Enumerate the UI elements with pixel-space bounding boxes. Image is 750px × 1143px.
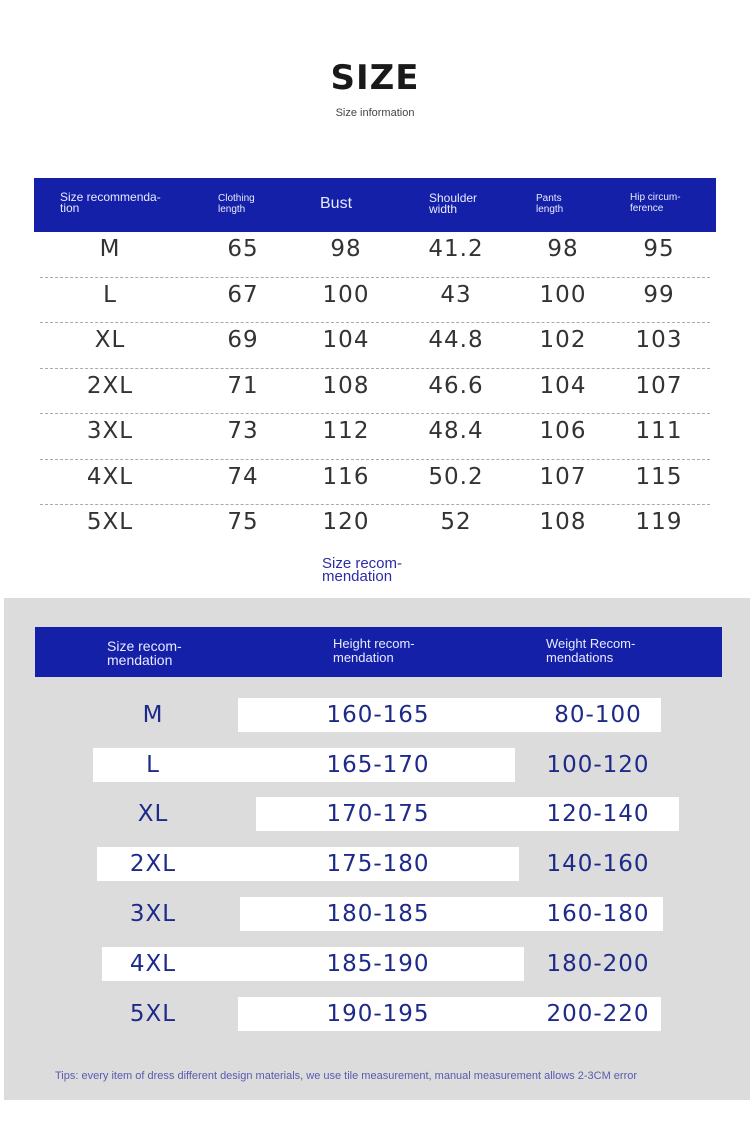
size-table-header <box>34 178 716 232</box>
size-cell: M <box>142 702 164 728</box>
clothing-length-cell: 67 <box>227 281 259 308</box>
measurement-tips: Tips: every item of dress different design materials, we use tile measurement, manual measurement allows 2-3CM error <box>55 1070 638 1082</box>
hip-cell: 107 <box>635 372 683 399</box>
column-header-size: Size recom- mendation <box>107 638 182 668</box>
pants-length-cell: 100 <box>539 281 587 308</box>
size-cell: 4XL <box>129 951 177 977</box>
hip-cell: 115 <box>635 463 683 490</box>
height-cell: 170-175 <box>326 801 430 827</box>
shoulder-width-cell: 46.6 <box>428 372 484 399</box>
shoulder-width-cell: 52 <box>440 509 472 535</box>
weight-cell: 120-140 <box>546 801 650 827</box>
shoulder-width-cell: 48.4 <box>428 418 484 444</box>
column-header-pants-length: Pants length <box>536 193 564 215</box>
height-cell: 185-190 <box>326 951 430 977</box>
pants-length-cell: 106 <box>539 418 587 444</box>
shoulder-width-cell: 44.8 <box>428 327 484 353</box>
table-row <box>40 505 710 550</box>
table-row <box>40 369 710 415</box>
hip-cell: 95 <box>643 236 675 262</box>
hip-cell: 103 <box>635 327 683 353</box>
table-row <box>40 460 710 506</box>
size-cell: 3XL <box>129 901 177 927</box>
height-cell: 175-180 <box>326 851 430 877</box>
size-cell: 2XL <box>129 851 177 877</box>
clothing-length-cell: 73 <box>227 418 259 444</box>
size-cell: 5XL <box>86 509 134 535</box>
pants-length-cell: 107 <box>539 463 587 490</box>
hip-cell: 119 <box>635 509 683 535</box>
pants-length-cell: 102 <box>539 327 587 353</box>
clothing-length-cell: 69 <box>227 327 259 353</box>
size-cell: L <box>103 281 117 308</box>
clothing-length-cell: 75 <box>227 509 259 535</box>
pants-length-cell: 108 <box>539 509 587 535</box>
shoulder-width-cell: 50.2 <box>428 463 484 490</box>
column-header-hip-circumference: Hip circum- ference <box>630 192 681 214</box>
weight-cell: 140-160 <box>546 851 650 877</box>
weight-cell: 200-220 <box>546 1001 650 1027</box>
clothing-length-cell: 71 <box>227 372 259 399</box>
weight-cell: 80-100 <box>554 702 642 728</box>
height-cell: 160-165 <box>326 702 430 728</box>
table-row <box>40 232 710 278</box>
table-row <box>40 323 710 369</box>
column-header-clothing-length: Clothing length <box>218 193 255 215</box>
hip-cell: 99 <box>643 281 675 308</box>
size-cell: 4XL <box>86 463 134 490</box>
column-header-height: Height recom- mendation <box>333 636 415 665</box>
weight-cell: 160-180 <box>546 901 650 927</box>
size-cell: M <box>99 236 121 262</box>
height-cell: 180-185 <box>326 901 430 927</box>
recommendation-caption: Size recom- mendation <box>322 555 403 585</box>
bust-cell: 100 <box>322 281 370 308</box>
table-row <box>40 278 710 324</box>
bust-cell: 120 <box>322 509 370 535</box>
size-cell: XL <box>137 801 169 827</box>
size-cell: 3XL <box>86 418 134 444</box>
column-header-shoulder-width: Shoulder width <box>429 191 478 216</box>
size-cell: 2XL <box>86 372 134 399</box>
table-row <box>40 414 710 460</box>
bust-cell: 112 <box>322 418 370 444</box>
weight-cell: 180-200 <box>546 951 650 977</box>
height-cell: 165-170 <box>326 752 430 778</box>
page-subtitle: Size information <box>335 107 415 119</box>
pants-length-cell: 98 <box>547 236 579 262</box>
weight-cell: 100-120 <box>546 752 650 778</box>
clothing-length-cell: 65 <box>227 236 259 262</box>
size-cell: XL <box>94 327 126 353</box>
size-cell: 5XL <box>129 1001 177 1027</box>
page-title: SIZE <box>330 58 420 98</box>
bust-cell: 104 <box>322 327 370 353</box>
recommendation-table-header <box>35 627 722 677</box>
bust-cell: 108 <box>322 372 370 399</box>
size-cell: L <box>146 752 160 778</box>
height-cell: 190-195 <box>326 1001 430 1027</box>
hip-cell: 111 <box>635 418 683 444</box>
size-table-body <box>40 232 710 550</box>
column-header-bust: Bust <box>320 195 353 212</box>
shoulder-width-cell: 43 <box>440 281 472 308</box>
column-header-weight: Weight Recom- mendations <box>546 636 636 665</box>
shoulder-width-cell: 41.2 <box>428 236 484 262</box>
bust-cell: 98 <box>330 236 362 262</box>
bust-cell: 116 <box>322 463 370 490</box>
clothing-length-cell: 74 <box>227 463 259 490</box>
pants-length-cell: 104 <box>539 372 587 399</box>
column-header-size: Size recommenda- tion <box>60 190 161 215</box>
